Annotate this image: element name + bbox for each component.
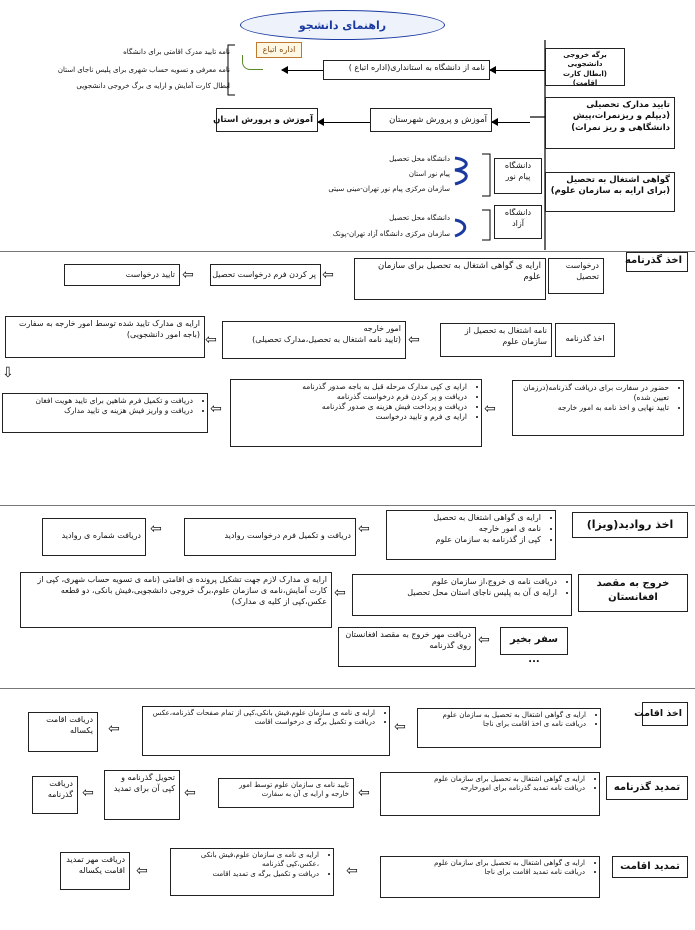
payam-noor-item: پیام نور استان — [408, 170, 450, 178]
get-passport-box: اخذ گذرنامه — [555, 323, 615, 357]
arrow — [282, 70, 323, 71]
renew-residence-mid-item: • ارایه ی نامه ی سازمان علوم،فیش بانکی ،عکس،کپی گذرنامه — [175, 851, 319, 870]
exit-item: • ارایه ی آن به پلیس ناجای استان محل تحصیل — [357, 588, 557, 599]
renew-residence-mid-item: • دریافت و تکمیل برگه ی تمدید اقامت — [175, 870, 319, 879]
enrollment-cert-box: گواهی اشتغال به تحصیل (برای ارایه به سازمان علوم) — [545, 172, 675, 212]
arrow-left-icon: ⇦ — [184, 785, 196, 801]
visa-item: • کپی از گذرنامه به سازمان علوم — [391, 535, 541, 546]
edu-city-box: آموزش و پرورش شهرستان — [370, 108, 492, 132]
green-arrow-icon — [242, 55, 263, 70]
cert-from-org-box: نامه اشتغال به تحصیل از سازمان علوم — [440, 323, 552, 357]
embassy-item: • تایید نهایی و اخذ نامه به امور خارجه — [517, 403, 669, 413]
exit-docs-box: ارایه ی مدارک لازم جهت تشکیل پرونده ی اقامتی (نامه ی تسویه حساب شهری، کپی از کارت آمایش،نامه ی سازمان علوم،برگ خروجی دانشجویی،فیش بانکی، دو قطعه عکس،کپی از کلیه ی مدارک) — [20, 572, 332, 628]
azad-item: سازمان مرکزی دانشگاه آزاد تهران-پونک — [332, 230, 450, 238]
residence-mid-item: • ارایه ی نامه ی سازمان علوم،فیش بانکی،کپی از تمام صفحات گذرنامه،عکس — [147, 709, 375, 718]
bon-voyage-box: سفر بخیر ... — [500, 627, 568, 655]
etbaa-item: نامه معرفی و تسویه حساب شهری برای پلیس ناجای استان — [57, 66, 230, 74]
arrow — [318, 122, 370, 123]
renew-residence-mid-box — [170, 848, 334, 896]
renew-passport-item: • ارایه ی گواهی اشتغال به تحصیل برای سازمان علوم — [385, 775, 585, 784]
letter-box: نامه از دانشگاه به استانداری(اداره اتباع ) — [323, 60, 490, 80]
present-cert-box: ارایه ی گواهی اشتغال به تحصیل برای سازمان علوم — [354, 258, 546, 300]
arrow-left-icon: ⇦ — [205, 332, 217, 348]
request-box: درخواست تحصیل — [548, 258, 604, 294]
section-residence: اخذ اقامت — [642, 702, 688, 726]
residence-mid-box — [142, 706, 390, 756]
edu-province-box: آموزش و پرورش استان — [216, 108, 318, 132]
arrow — [492, 122, 530, 123]
residence-list-box — [417, 708, 601, 748]
embassy-list-box — [512, 380, 684, 436]
embassy-docs-box: ارایه ی مدارک تایید شده توسط امور خارجه به سفارت (باجه امور دانشجویی) — [5, 316, 205, 358]
mid-item: • ارایه ی فرم و تایید درخواست — [235, 412, 467, 422]
exit-stamp-box: دریافت مهر خروج به مقصد افغانستان روی گذرنامه — [338, 627, 476, 667]
section-renew-residence: تمدید اقامت — [612, 856, 688, 878]
arrow-down-icon: ⇩ — [2, 365, 14, 381]
arrow-left-icon: ⇦ — [358, 785, 370, 801]
renew-passport-mid-box: تایید نامه ی سازمان علوم توسط امور خارجه و ارایه ی آن به سفارت — [218, 778, 354, 808]
section-visa: اخذ روادید(ویزا) — [572, 512, 688, 538]
visa-form-box: دریافت و تکمیل فرم درخواست روادید — [184, 518, 356, 556]
renew-passport-delivery-box: تحویل گذرنامه و کپی آن برای تمدید — [104, 770, 180, 820]
exit-item: • دریافت نامه ی خروج،از سازمان علوم — [357, 577, 557, 588]
arrow-left-icon: ⇦ — [82, 785, 94, 801]
arrow-left-icon: ⇦ — [358, 521, 370, 537]
section-exit: خروج به مقصد افغانستان — [578, 574, 688, 612]
renew-residence-item: • دریافت نامه تمدید اقامت برای ناجا — [385, 868, 585, 877]
arrow-left-icon: ⇦ — [346, 863, 358, 879]
arrow-left-icon: ⇦ — [394, 719, 406, 735]
arrow-left-icon: ⇦ — [484, 401, 496, 417]
mid-item: • دریافت و پرداخت فیش هزینه ی صدور گذرنامه — [235, 402, 467, 412]
renew-passport-item: • دریافت نامه تمدید گذرنامه برای امورخارجه — [385, 784, 585, 793]
left-item: • دریافت و واریز فیش هزینه ی تایید مدارک — [7, 406, 193, 416]
approve-box: تایید درخواست — [64, 264, 180, 286]
renew-residence-result-box: دریافت مهر تمدید اقامت یکساله — [60, 852, 130, 890]
renew-passport-list-box — [380, 772, 600, 816]
mid-item: • ارایه ی کپی مدارک مرحله قبل به باجه صدور گذرنامه — [235, 382, 467, 392]
arrow-left-icon: ⇦ — [150, 521, 162, 537]
azad-box: دانشگاه آزاد — [494, 205, 542, 239]
arrow-left-icon: ⇦ — [108, 721, 120, 737]
arrow — [490, 70, 545, 71]
confirm-degree-box: تایید مدارک تحصیلی (دیپلم و ریزنمرات،پیش دانشگاهی و ریز نمرات) — [545, 97, 675, 149]
arrow-left-icon: ⇦ — [334, 585, 346, 601]
payam-noor-item: سازمان مرکزی پیام نور تهران-مینی سیتی — [328, 185, 450, 193]
payam-noor-item: دانشگاه محل تحصیل — [389, 155, 450, 163]
fill-form-box: پر کردن فرم درخواست تحصیل — [210, 264, 321, 286]
visa-item: • نامه ی امور خارجه — [391, 524, 541, 535]
renew-passport-result-box: دریافت گذرنامه — [32, 776, 78, 814]
embassy-item: • حضور در سفارت برای دریافت گذرنامه(درزمان تعیین شده) — [517, 383, 669, 403]
arrow-left-icon: ⇦ — [322, 267, 334, 283]
arrow-left-icon: ⇦ — [136, 863, 148, 879]
residence-result-box: دریافت اقامت یکساله — [28, 712, 98, 752]
left-list-box — [2, 393, 208, 433]
mid-item: • دریافت و پر کردن فرم درخواست گذرنامه — [235, 392, 467, 402]
payam-noor-box: دانشگاه پیام نور — [494, 158, 542, 194]
renew-residence-list-box — [380, 856, 600, 898]
arrow-left-icon: ⇦ — [408, 332, 420, 348]
exit-card-box: برگه خروجی دانشجویی (ابطال کارت اقامت) — [545, 48, 625, 86]
etbaa-item: نامه تایید مدرک اقامتی برای دانشگاه — [123, 48, 230, 56]
residence-item: • دریافت نامه ی اخذ اقامت برای ناجا — [422, 720, 586, 729]
visa-number-box: دریافت شماره ی روادید — [42, 518, 146, 556]
mid-list-box — [230, 379, 482, 447]
foreign-affairs-box: امور خارجه (تایید نامه اشتغال به تحصیل،مدارک تحصیلی) — [222, 321, 406, 359]
residence-item: • ارایه ی گواهی اشتغال به تحصیل به سازمان علوم — [422, 711, 586, 720]
exit-list-box — [352, 574, 572, 616]
arrow-left-icon: ⇦ — [210, 401, 222, 417]
section-passport: اخذ گذرنامه — [626, 252, 688, 272]
page-title: راهنمای دانشجو — [240, 10, 445, 40]
visa-item: • ارایه ی گواهی اشتغال به تحصیل — [391, 513, 541, 524]
etbaa-item: ابطال کارت آمایش و ارایه ی برگ خروجی دانشجویی — [76, 82, 230, 90]
etbaa-office-box: اداره اتباع — [256, 42, 302, 58]
renew-residence-item: • ارایه ی گواهی اشتغال به تحصیل برای سازمان علوم — [385, 859, 585, 868]
residence-mid-item: • دریافت و تکمیل برگه ی درخواست اقامت — [147, 718, 375, 727]
arrow-left-icon: ⇦ — [478, 632, 490, 648]
arrow-left-icon: ⇦ — [182, 267, 194, 283]
section-renew-passport: تمدید گذرنامه — [606, 776, 688, 800]
left-item: • دریافت و تکمیل فرم شاهین برای تایید هویت افغان — [7, 396, 193, 406]
visa-list-box — [386, 510, 556, 560]
azad-item: دانشگاه محل تحصیل — [389, 214, 450, 222]
